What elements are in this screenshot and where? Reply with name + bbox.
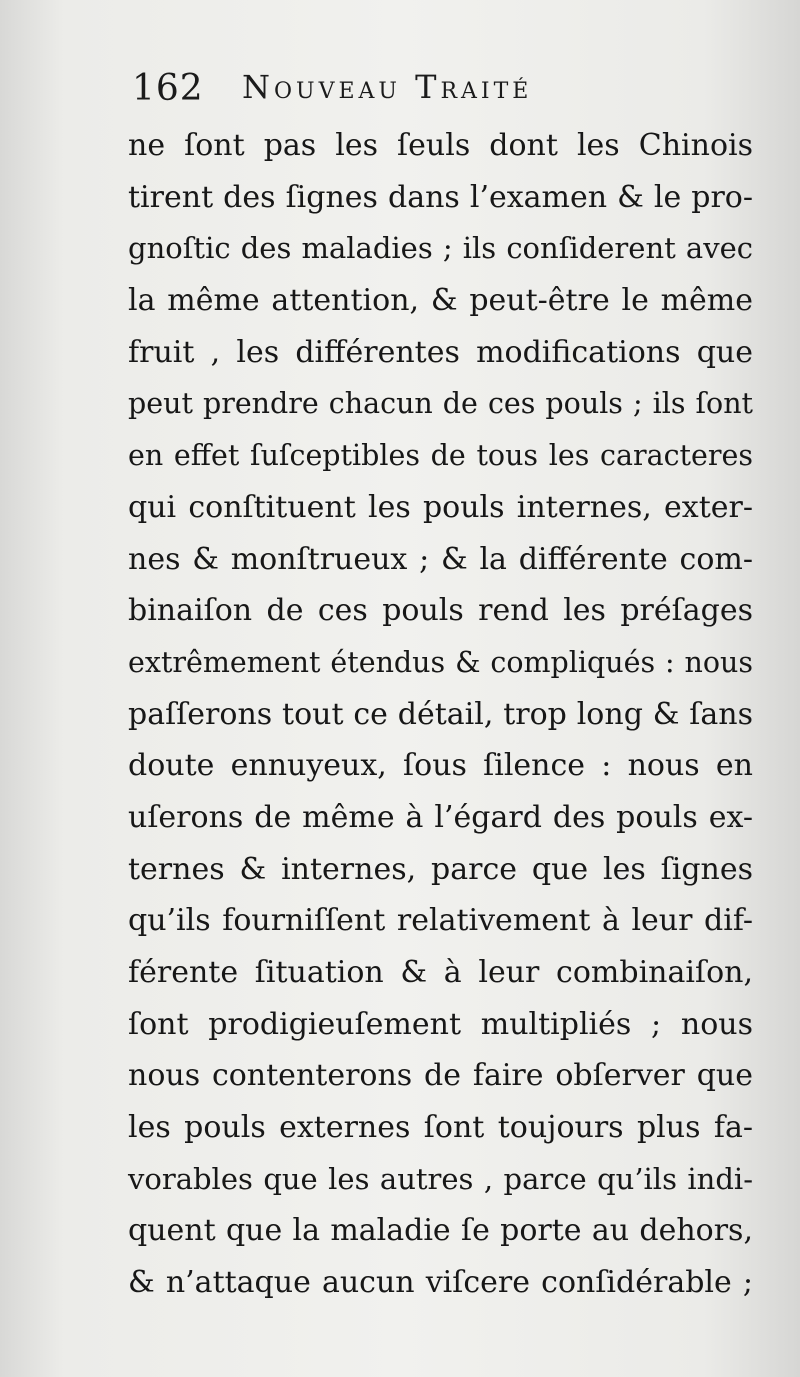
text-line: qu’ils fourniſſent relativement à leur dif- (128, 903, 753, 939)
text-line: férente ſituation & à leur combinaiſon, (128, 955, 753, 990)
text-line: & n’attaque aucun viſcere conſidérable ; (128, 1265, 753, 1301)
text-line: uſerons de même à l’égard des pouls ex- (128, 799, 753, 835)
text-line: la même attention, & peut-être le même (128, 283, 753, 319)
text-line: nous contenterons de faire obſerver que (128, 1058, 753, 1094)
text-line: paſſerons tout ce détail, trop long & ſans (128, 696, 753, 732)
text-line: binaiſon de ces pouls rend les préſages (128, 593, 753, 629)
page-header (132, 64, 732, 114)
text-line: vorables que les autres , parce qu’ils indi- (128, 1161, 753, 1196)
page-number: 162 (132, 68, 204, 109)
text-line: quent que la maladie ſe porte au dehors, (128, 1213, 753, 1249)
text-line: peut prendre chacun de ces pouls ; ils ſont (128, 387, 753, 421)
text-line: en effet ſuſceptibles de tous les caracteres (128, 439, 753, 473)
text-line: extrêmement étendus & compliqués : nous (128, 645, 753, 679)
text-line: nes & monſtrueux ; & la différente com- (128, 541, 753, 577)
text-line: les pouls externes ſont toujours plus fa- (128, 1110, 753, 1146)
text-line: ne ſont pas les ſeuls dont les Chinois (128, 128, 753, 163)
text-line: gnoſtic des maladies ; ils conſiderent avec (128, 231, 753, 266)
body-text (128, 120, 753, 1309)
text-line: tirent des ſignes dans l’examen & le pro- (128, 179, 753, 215)
text-line: ſont prodigieuſement multipliés ; nous (128, 1006, 753, 1042)
text-line: fruit , les différentes modifications que (128, 334, 753, 370)
text-line: doute ennuyeux, ſous ſilence : nous en (128, 748, 753, 784)
running-title: Nouveau Traité (242, 68, 533, 106)
text-line: ternes & internes, parce que les ſignes (128, 851, 753, 887)
text-line: qui conſtituent les pouls internes, exter- (128, 489, 753, 525)
